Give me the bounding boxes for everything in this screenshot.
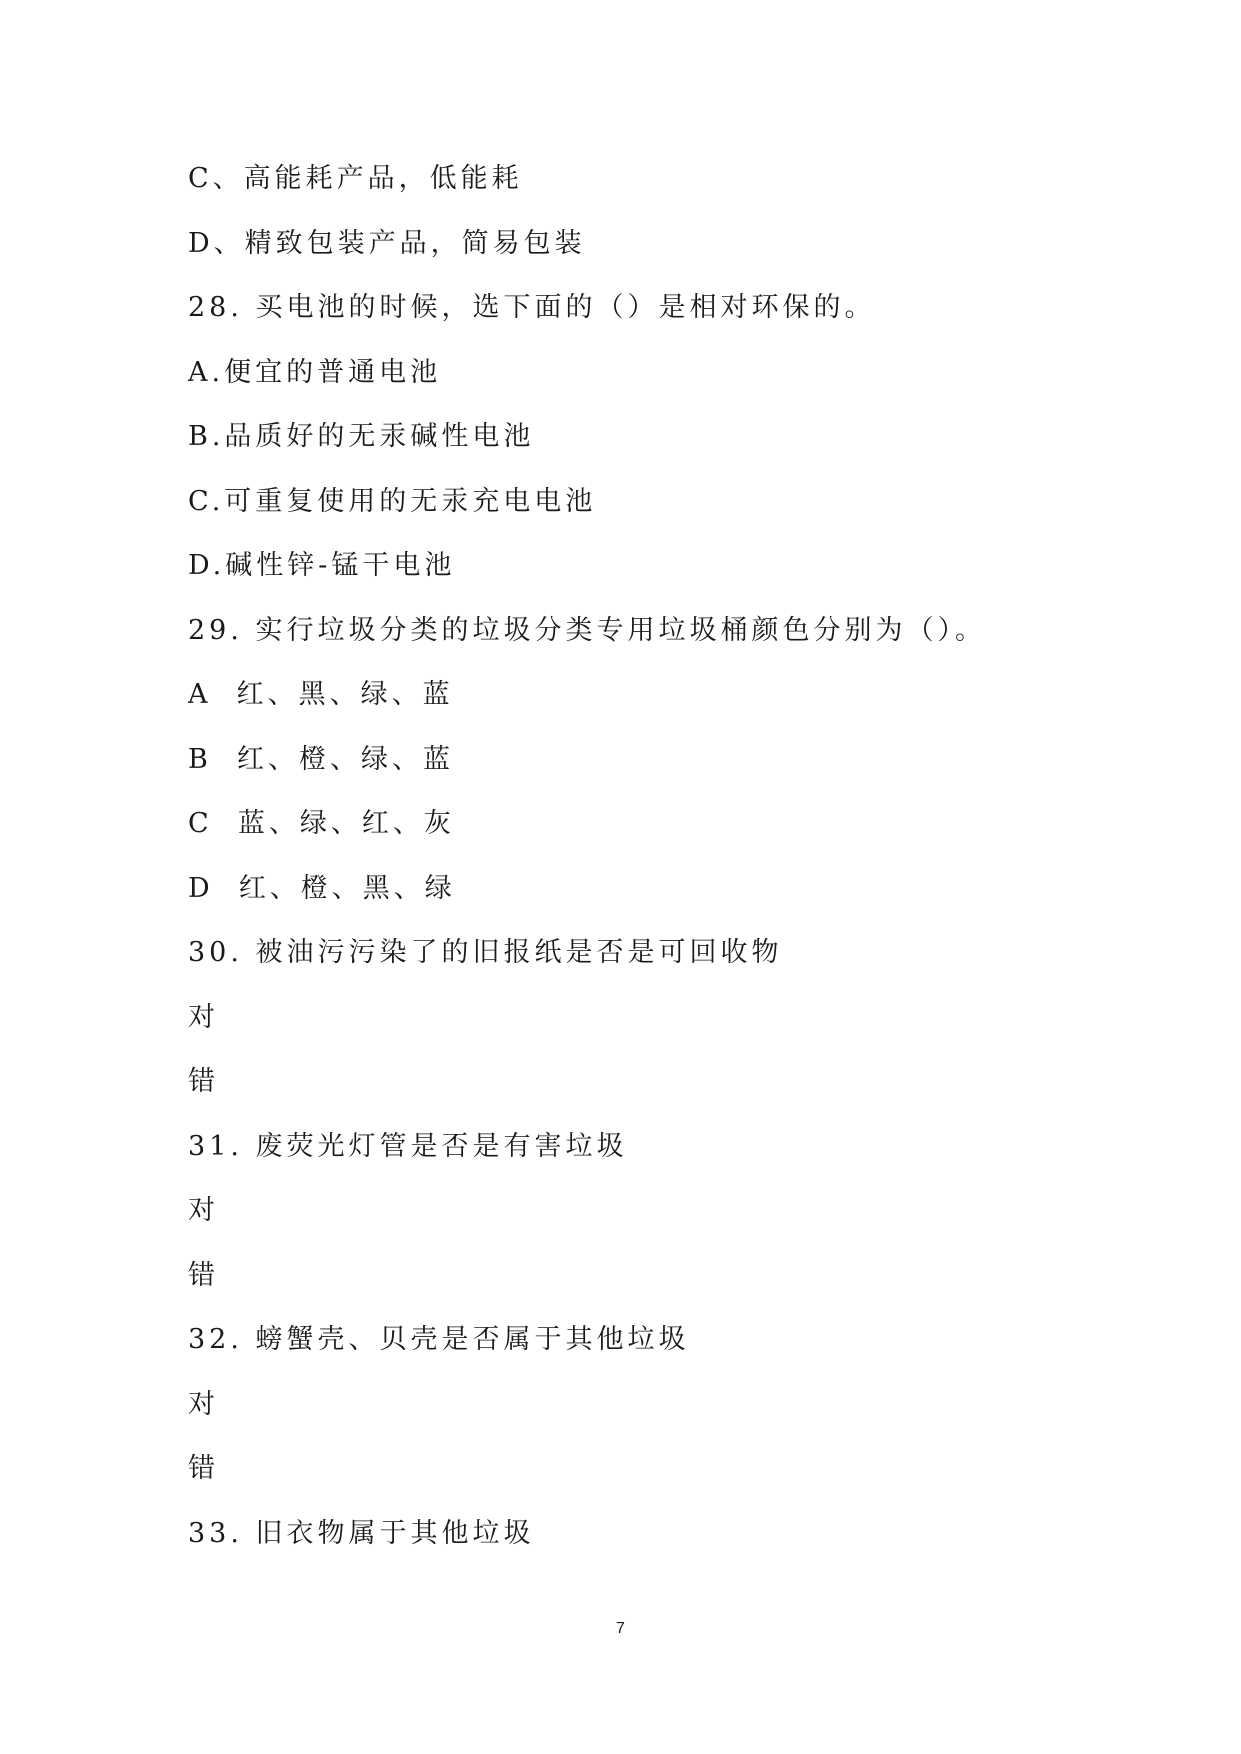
question-29: 29. 实行垃圾分类的垃圾分类专用垃圾桶颜色分别为（）。 bbox=[188, 614, 987, 646]
option-line: D 红、橙、黑、绿 bbox=[188, 872, 456, 904]
question-31: 31. 废荧光灯管是否是有害垃圾 bbox=[188, 1130, 628, 1162]
option-line: B.品质好的无汞碱性电池 bbox=[188, 421, 535, 452]
option-false: 错 bbox=[188, 1259, 219, 1291]
question-28: 28. 买电池的时候，选下面的（）是相对环保的。 bbox=[188, 292, 876, 323]
option-true: 对 bbox=[188, 1195, 219, 1226]
option-line: C 蓝、绿、红、灰 bbox=[188, 808, 455, 839]
question-33: 33. 旧衣物属于其他垃圾 bbox=[188, 1517, 535, 1549]
option-false: 错 bbox=[188, 1453, 219, 1484]
option-true: 对 bbox=[188, 1388, 219, 1420]
option-false: 错 bbox=[188, 1066, 219, 1097]
option-line: C、高能耗产品，低能耗 bbox=[188, 163, 523, 194]
option-true: 对 bbox=[188, 1001, 219, 1033]
document-body bbox=[188, 160, 1088, 1579]
question-30: 30. 被油污污染了的旧报纸是否是可回收物 bbox=[188, 937, 783, 968]
option-line: A 红、黑、绿、蓝 bbox=[188, 679, 454, 710]
page-number: 7 bbox=[616, 1620, 625, 1637]
option-line: D.碱性锌-锰干电池 bbox=[188, 550, 456, 581]
question-32: 32. 螃蟹壳、贝壳是否属于其他垃圾 bbox=[188, 1324, 690, 1355]
option-line: B 红、橙、绿、蓝 bbox=[188, 743, 455, 775]
option-line: D、精致包装产品，简易包装 bbox=[188, 227, 586, 259]
option-line: A.便宜的普通电池 bbox=[188, 356, 442, 388]
option-line: C.可重复使用的无汞充电电池 bbox=[188, 485, 597, 517]
